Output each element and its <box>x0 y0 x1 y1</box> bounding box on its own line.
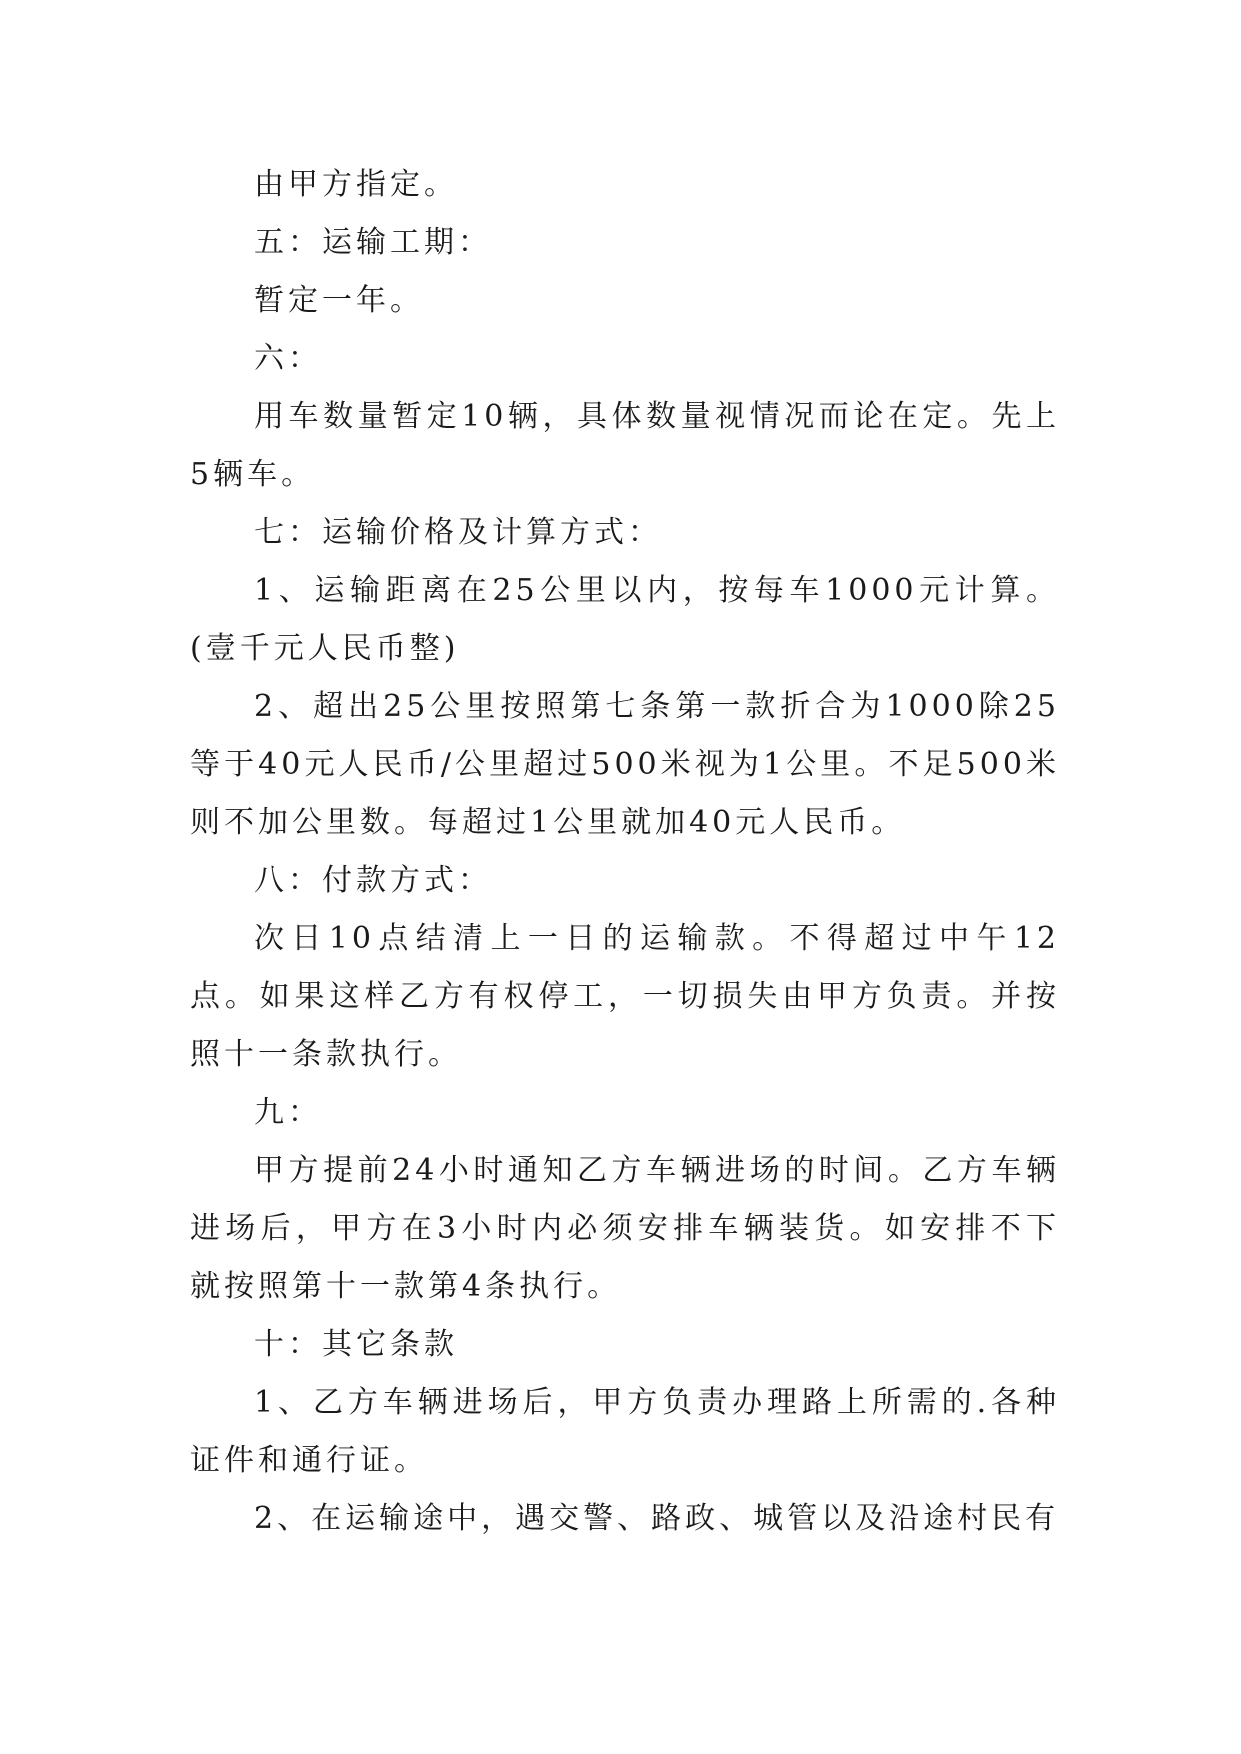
paragraph: 1、乙方车辆进场后，甲方负责办理路上所需的.各种证件和通行证。 <box>190 1385 1060 1478</box>
section-heading: 十：其它条款 <box>254 1327 458 1362</box>
section-heading: 九： <box>254 1095 322 1130</box>
paragraph: 1、运输距离在25公里以内，按每车1000元计算。(壹千元人民币整) <box>190 573 1060 666</box>
section-heading: 八：付款方式： <box>254 863 492 898</box>
paragraph: 甲方提前24小时通知乙方车辆进场的时间。乙方车辆进场后，甲方在3小时内必须安排车辆装货。如安排不下就按照第十一款第4条执行。 <box>190 1153 1060 1304</box>
paragraph: 2、超出25公里按照第七条第一款折合为1000除25等于40元人民币/公里超过500米视为1公里。不足500米则不加公里数。每超过1公里就加40元人民币。 <box>190 689 1060 840</box>
section-heading: 七：运输价格及计算方式： <box>254 515 662 550</box>
section-heading: 五：运输工期： <box>254 225 492 260</box>
paragraph: 次日10点结清上一日的运输款。不得超过中午12点。如果这样乙方有权停工，一切损失由甲方负责。并按照十一条款执行。 <box>190 921 1060 1072</box>
paragraph: 暂定一年。 <box>254 283 424 318</box>
paragraph: 用车数量暂定10辆，具体数量视情况而论在定。先上5辆车。 <box>190 399 1060 492</box>
section-heading: 六： <box>254 341 322 376</box>
document-body <box>190 156 1060 1548</box>
paragraph: 由甲方指定。 <box>254 167 458 202</box>
paragraph: 2、在运输途中，遇交警、路政、城管以及沿途村民有 <box>254 1501 1060 1536</box>
